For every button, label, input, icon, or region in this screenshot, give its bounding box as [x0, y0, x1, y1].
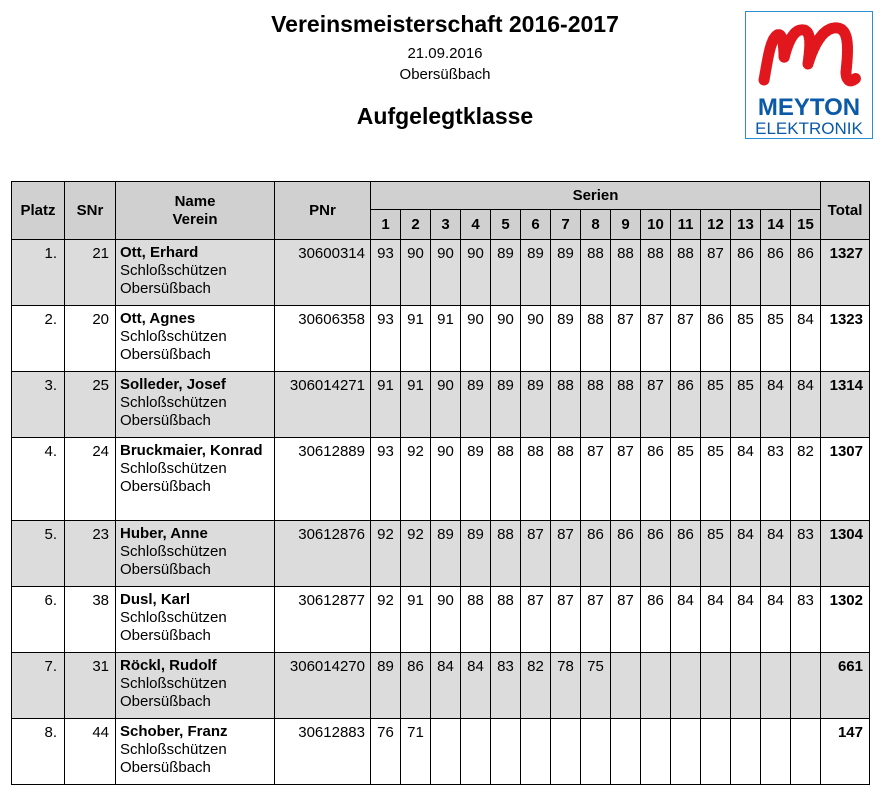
meyton-logo	[745, 11, 873, 139]
shooter-name: Huber, Anne	[120, 525, 208, 542]
header-serie-4: 4	[461, 210, 491, 240]
total-cell: 1302	[821, 587, 870, 653]
shooter-name: Dusl, Karl	[120, 591, 191, 608]
score-cell: 90	[431, 240, 461, 306]
meyton-m-icon	[754, 18, 864, 94]
header-total: Total	[821, 182, 870, 240]
logo-line2: ELEKTRONIK	[755, 119, 863, 138]
score-cell: 88	[491, 438, 521, 521]
score-cell: 86	[671, 372, 701, 438]
score-cell: 89	[461, 372, 491, 438]
club-line2: Obersüßbach	[120, 346, 211, 363]
score-cell: 86	[701, 306, 731, 372]
table-row	[12, 653, 870, 719]
score-cell: 93	[371, 438, 401, 521]
score-cell: 88	[611, 240, 641, 306]
header-name-verein	[116, 182, 275, 240]
score-cell: 84	[731, 587, 761, 653]
score-cell: 88	[491, 587, 521, 653]
pnr-cell: 306014270	[275, 653, 371, 719]
score-cell: 84	[731, 438, 761, 521]
score-cell: 88	[581, 372, 611, 438]
shooter-name: Solleder, Josef	[120, 376, 226, 393]
score-cell	[761, 719, 791, 785]
score-cell: 86	[641, 438, 671, 521]
score-cell: 87	[701, 240, 731, 306]
score-cell: 88	[581, 240, 611, 306]
club-line1: Schloßschützen	[120, 394, 227, 411]
score-cell	[611, 653, 641, 719]
score-cell: 84	[731, 521, 761, 587]
event-place: Obersüßbach	[399, 66, 491, 83]
score-cell: 88	[491, 521, 521, 587]
score-cell	[581, 719, 611, 785]
header-pnr: PNr	[275, 182, 371, 240]
total-cell: 1304	[821, 521, 870, 587]
header-serie-11: 11	[671, 210, 701, 240]
header-platz: Platz	[12, 182, 65, 240]
snr-cell: 31	[65, 653, 116, 719]
score-cell: 78	[551, 653, 581, 719]
platz-cell: 1.	[12, 240, 65, 306]
score-cell: 84	[761, 521, 791, 587]
score-cell: 84	[791, 372, 821, 438]
snr-cell: 23	[65, 521, 116, 587]
score-cell: 71	[401, 719, 431, 785]
platz-cell: 8.	[12, 719, 65, 785]
score-cell	[521, 719, 551, 785]
score-cell: 91	[401, 372, 431, 438]
club-line1: Schloßschützen	[120, 609, 227, 626]
total-cell: 147	[821, 719, 870, 785]
score-cell: 84	[791, 306, 821, 372]
score-cell: 91	[431, 306, 461, 372]
total-cell: 1323	[821, 306, 870, 372]
score-cell	[671, 653, 701, 719]
club-line2: Obersüßbach	[120, 412, 211, 429]
score-cell: 86	[761, 240, 791, 306]
snr-cell: 25	[65, 372, 116, 438]
score-cell: 87	[641, 306, 671, 372]
score-cell: 90	[431, 372, 461, 438]
score-cell: 85	[671, 438, 701, 521]
score-cell: 83	[761, 438, 791, 521]
total-cell: 661	[821, 653, 870, 719]
header-serie-2: 2	[401, 210, 431, 240]
club-line2: Obersüßbach	[120, 561, 211, 578]
score-cell: 76	[371, 719, 401, 785]
shooter-name: Ott, Erhard	[120, 244, 199, 261]
score-cell: 82	[791, 438, 821, 521]
score-cell: 86	[401, 653, 431, 719]
snr-cell: 21	[65, 240, 116, 306]
score-cell: 89	[491, 372, 521, 438]
club-line1: Schloßschützen	[120, 262, 227, 279]
score-cell: 88	[671, 240, 701, 306]
total-cell: 1327	[821, 240, 870, 306]
score-cell: 90	[491, 306, 521, 372]
event-date: 21.09.2016	[407, 45, 483, 62]
score-cell: 88	[551, 438, 581, 521]
club-line1: Schloßschützen	[120, 460, 227, 477]
score-cell: 90	[461, 306, 491, 372]
score-cell: 87	[521, 587, 551, 653]
score-cell	[641, 719, 671, 785]
club-line1: Schloßschützen	[120, 328, 227, 345]
score-cell: 89	[371, 653, 401, 719]
pnr-cell: 30612883	[275, 719, 371, 785]
score-cell	[701, 719, 731, 785]
total-cell: 1307	[821, 438, 870, 521]
score-cell: 85	[701, 438, 731, 521]
pnr-cell: 30600314	[275, 240, 371, 306]
club-line1: Schloßschützen	[120, 543, 227, 560]
score-cell	[701, 653, 731, 719]
shooter-name: Ott, Agnes	[120, 310, 196, 327]
score-cell	[611, 719, 641, 785]
shooter-name: Röckl, Rudolf	[120, 657, 217, 674]
score-cell: 87	[611, 587, 641, 653]
header-serie-6: 6	[521, 210, 551, 240]
score-cell	[791, 719, 821, 785]
platz-cell: 3.	[12, 372, 65, 438]
platz-cell: 7.	[12, 653, 65, 719]
shooter-name: Schober, Franz	[120, 723, 228, 740]
score-cell: 85	[731, 306, 761, 372]
score-cell: 87	[581, 438, 611, 521]
club-line2: Obersüßbach	[120, 280, 211, 297]
score-cell: 85	[761, 306, 791, 372]
header-serien: Serien	[371, 182, 821, 210]
name-cell	[116, 438, 275, 521]
name-cell	[116, 653, 275, 719]
score-cell: 89	[461, 438, 491, 521]
total-cell: 1314	[821, 372, 870, 438]
score-cell: 88	[461, 587, 491, 653]
score-cell: 87	[641, 372, 671, 438]
score-cell: 86	[581, 521, 611, 587]
header-name: Name	[174, 192, 216, 210]
name-cell	[116, 306, 275, 372]
score-cell: 75	[581, 653, 611, 719]
score-cell: 85	[731, 372, 761, 438]
score-cell: 84	[431, 653, 461, 719]
score-cell: 90	[401, 240, 431, 306]
snr-cell: 20	[65, 306, 116, 372]
score-cell: 87	[671, 306, 701, 372]
table-row	[12, 438, 870, 521]
name-cell	[116, 240, 275, 306]
score-cell: 83	[791, 521, 821, 587]
score-cell: 84	[461, 653, 491, 719]
score-cell: 88	[551, 372, 581, 438]
score-cell: 88	[521, 438, 551, 521]
club-line1: Schloßschützen	[120, 741, 227, 758]
score-cell: 89	[521, 240, 551, 306]
shooter-name: Bruckmaier, Konrad	[120, 442, 263, 459]
score-cell: 88	[641, 240, 671, 306]
snr-cell: 38	[65, 587, 116, 653]
score-cell: 82	[521, 653, 551, 719]
score-cell: 91	[401, 306, 431, 372]
results-table	[11, 181, 870, 785]
header-serie-13: 13	[731, 210, 761, 240]
header-serie-12: 12	[701, 210, 731, 240]
score-cell	[671, 719, 701, 785]
pnr-cell: 30606358	[275, 306, 371, 372]
score-cell: 86	[641, 521, 671, 587]
snr-cell: 24	[65, 438, 116, 521]
score-cell	[431, 719, 461, 785]
table-row	[12, 240, 870, 306]
pnr-cell: 30612876	[275, 521, 371, 587]
score-cell: 90	[461, 240, 491, 306]
score-cell: 84	[671, 587, 701, 653]
score-cell: 88	[611, 372, 641, 438]
table-row	[12, 719, 870, 785]
score-cell: 85	[701, 521, 731, 587]
header-serie-15: 15	[791, 210, 821, 240]
score-cell: 86	[671, 521, 701, 587]
platz-cell: 4.	[12, 438, 65, 521]
score-cell: 83	[491, 653, 521, 719]
score-cell: 87	[551, 521, 581, 587]
logo-line1: MEYTON	[757, 94, 861, 121]
score-cell: 91	[371, 372, 401, 438]
score-cell: 89	[431, 521, 461, 587]
club-line2: Obersüßbach	[120, 759, 211, 776]
club-line2: Obersüßbach	[120, 693, 211, 710]
score-cell: 85	[701, 372, 731, 438]
name-cell	[116, 719, 275, 785]
table-row	[12, 306, 870, 372]
header-serie-10: 10	[641, 210, 671, 240]
score-cell: 92	[371, 587, 401, 653]
header-serie-1: 1	[371, 210, 401, 240]
score-cell: 86	[731, 240, 761, 306]
table-row	[12, 372, 870, 438]
score-cell: 86	[641, 587, 671, 653]
score-cell	[761, 653, 791, 719]
pnr-cell: 30612877	[275, 587, 371, 653]
platz-cell: 5.	[12, 521, 65, 587]
club-line2: Obersüßbach	[120, 478, 211, 495]
club-line2: Obersüßbach	[120, 627, 211, 644]
score-cell: 89	[521, 372, 551, 438]
score-cell: 89	[551, 306, 581, 372]
score-cell: 92	[401, 521, 431, 587]
score-cell: 90	[431, 587, 461, 653]
table-row	[12, 521, 870, 587]
snr-cell: 44	[65, 719, 116, 785]
score-cell: 87	[611, 306, 641, 372]
score-cell: 89	[461, 521, 491, 587]
pnr-cell: 30612889	[275, 438, 371, 521]
name-cell	[116, 372, 275, 438]
score-cell	[731, 653, 761, 719]
score-cell	[461, 719, 491, 785]
score-cell: 92	[371, 521, 401, 587]
header-serie-3: 3	[431, 210, 461, 240]
score-cell	[491, 719, 521, 785]
score-cell: 87	[581, 587, 611, 653]
header-serie-5: 5	[491, 210, 521, 240]
score-cell: 86	[791, 240, 821, 306]
score-cell: 84	[701, 587, 731, 653]
header-serie-9: 9	[611, 210, 641, 240]
score-cell: 86	[611, 521, 641, 587]
platz-cell: 2.	[12, 306, 65, 372]
score-cell	[641, 653, 671, 719]
score-cell: 90	[431, 438, 461, 521]
header-snr: SNr	[65, 182, 116, 240]
pnr-cell: 306014271	[275, 372, 371, 438]
score-cell: 93	[371, 306, 401, 372]
club-line1: Schloßschützen	[120, 675, 227, 692]
score-cell	[791, 653, 821, 719]
score-cell: 87	[521, 521, 551, 587]
class-title: Aufgelegtklasse	[356, 103, 534, 129]
score-cell: 92	[401, 438, 431, 521]
score-cell: 84	[761, 372, 791, 438]
header-serie-8: 8	[581, 210, 611, 240]
score-cell	[731, 719, 761, 785]
header-serie-14: 14	[761, 210, 791, 240]
table-row	[12, 587, 870, 653]
name-cell	[116, 521, 275, 587]
score-cell: 90	[521, 306, 551, 372]
score-cell: 88	[581, 306, 611, 372]
score-cell: 87	[551, 587, 581, 653]
platz-cell: 6.	[12, 587, 65, 653]
score-cell: 83	[791, 587, 821, 653]
score-cell: 87	[611, 438, 641, 521]
score-cell: 89	[491, 240, 521, 306]
score-cell: 91	[401, 587, 431, 653]
score-cell: 84	[761, 587, 791, 653]
header-verein: Verein	[172, 210, 218, 228]
header-serie-7: 7	[551, 210, 581, 240]
name-cell	[116, 587, 275, 653]
score-cell: 89	[551, 240, 581, 306]
score-cell: 93	[371, 240, 401, 306]
score-cell	[551, 719, 581, 785]
page-title: Vereinsmeisterschaft 2016-2017	[271, 11, 619, 37]
